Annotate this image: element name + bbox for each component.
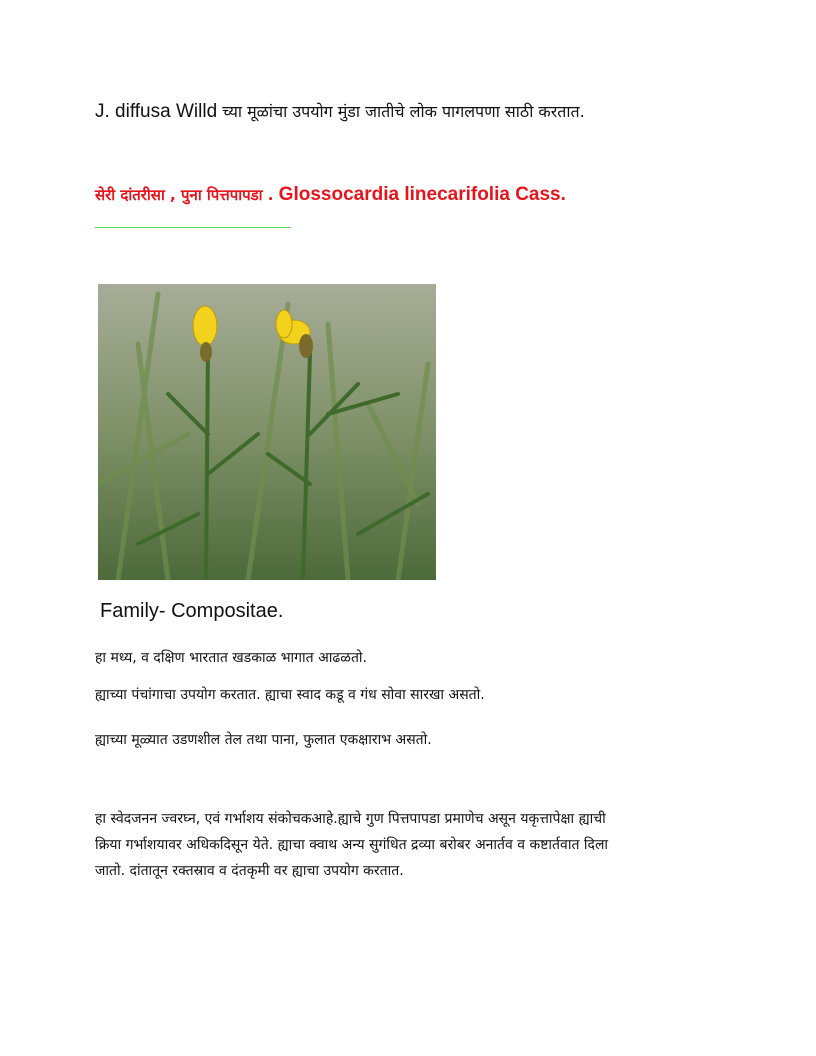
oil-text: ह्याच्या मूळ्यात उडणशील तेल तथा पाना, फुलात एकक्षाराभ असतो. <box>95 732 432 748</box>
description-line: हा स्वेदजनन ज्वरघ्न, एवं गर्भाशय संकोचकआहे.ह्याचे गुण पित्तपापडा प्रमाणेच असून यकृत्तापेक्षा ह्याची <box>95 811 606 827</box>
heading-marathi-names: सेरी दांतरीसा , पुना पित्तपापडा . <box>95 186 279 204</box>
description-line: क्रिया गर्भाशयावर अधिकदिसून येते. ह्याचा क्वाथ अन्य सुगंधित द्रव्या बरोबर अनार्तव व कष्टार्तवात दिला <box>95 837 609 853</box>
heading-scientific-name: Glossocardia linecarifolia Cass <box>278 184 561 205</box>
intro-text: च्या मूळांचा उपयोग मुंडा जातीचे लोक पागलपणा साठी करतात. <box>217 102 585 121</box>
plant-heading <box>95 184 566 206</box>
description-paragraph <box>95 806 720 884</box>
intro-line <box>95 100 585 123</box>
plant-photo <box>98 284 436 580</box>
family-label: Family- Compositae. <box>100 600 284 622</box>
plant-photo-drawing <box>98 284 436 580</box>
heading-underline <box>95 227 291 228</box>
intro-latin-name: J. diffusa Willd <box>95 101 218 122</box>
usage-text: ह्याच्या पंचांगाचा उपयोग करतात. ह्याचा स्वाद कडू व गंध सोवा सारखा असतो. <box>95 687 485 703</box>
description-line: जातो. दांतातून रक्तस्राव व दंतकृमी वर ह्याचा उपयोग करतात. <box>95 863 404 879</box>
habitat-text: हा मध्य, व दक्षिण भारतात खडकाळ भागात आढळतो. <box>95 650 368 666</box>
heading-period: . <box>560 184 566 205</box>
